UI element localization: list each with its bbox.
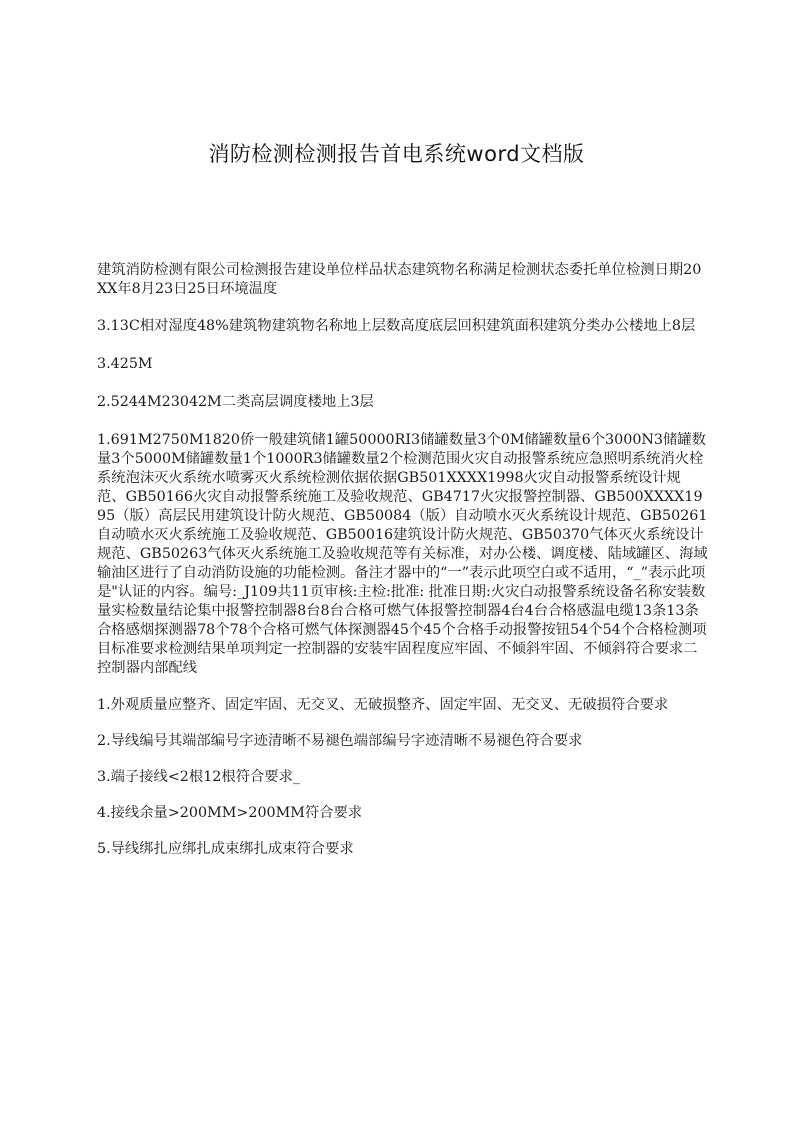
inspection-item-1: 1.外观质量应整齐、固定牢固、无交叉、无破损整齐、固定牢固、无交叉、无破损符合要求: [97, 697, 669, 713]
document-title: 消防检测检测报告首电系统word文档版: [208, 142, 585, 166]
inspection-scope-paragraph: 1.691M2750M1820侨一般建筑储1罐50000RI3储罐数量3个0M储罐数量6个3000N3储罐数量3个5000M储罐数量1个1000R3储罐数量2个检测范围火灾自动报警系统应急照明系统消火栓系统泡沫灭火系统水喷雾灭火系统检测依据依据GB501XXXX1998火灾自动报警系统设计规范、GB50166火灾自动报警系统施工及验收规范、GB4717火灾报警控制器、GB500XXXX1995（版）高层民用建筑设计防火规范、GB50084（版）自动喷水灭火系统设计规范、GB50261自动喷水灭火系统施工及验收规范、GB50016建筑设计防火规范、GB50370气体灭火系统设计规范、GB50263气体灭火系统施工及验收规范等有关标准，对办公楼、调度楼、陆域罐区、海域输油区进行了自动消防设施的功能检测。备注才器中的“一”表示此项空白或不适用，“_”表示此项是"认证的内容。编号:_J109共11页审核:主检:批准: 批准日期:火灾白动报警系统设备名称安装数量实检数量结论集中报警控制器8台8台合格可燃气体报警控制器4台4台合格感温电缆13条13条合格感烟探测器78个78个合格可燃气体探测器45个45个合格手动报警按钮54个54个合格检测项目标准要求检测结果单项判定一控制器的安装牢固程度应牢固、不倾斜牢固、不倾斜符合要求二控制器内部配线: [97, 432, 708, 676]
intro-paragraph: 建筑消防检测有限公司检测报告建设单位样品状态建筑物名称满足检测状态委托单位检测日期20XX年8月23日25日环境温度: [97, 262, 702, 297]
inspection-item-5: 5.导线绑扎应绑扎成束绑扎成束符合要求: [97, 841, 354, 857]
area-paragraph: 2.5244M23042M二类高层调度楼地上3层: [97, 394, 374, 410]
document-body: [97, 261, 709, 876]
humidity-paragraph: 3.13C相对湿度48%建筑物建筑物名称地上层数高度底层回积建筑面积建筑分类办公楼地上8层: [97, 318, 696, 334]
inspection-item-3: 3.端子接线<2根12根符合要求_: [97, 769, 301, 785]
inspection-item-4: 4.接线余量>200MM>200MM符合要求: [97, 805, 363, 821]
height-paragraph: 3.425M: [97, 356, 153, 372]
inspection-item-2: 2.导线编号其端部编号字迹清晰不易褪色端部编号字迹清晰不易褪色符合要求: [97, 733, 583, 749]
